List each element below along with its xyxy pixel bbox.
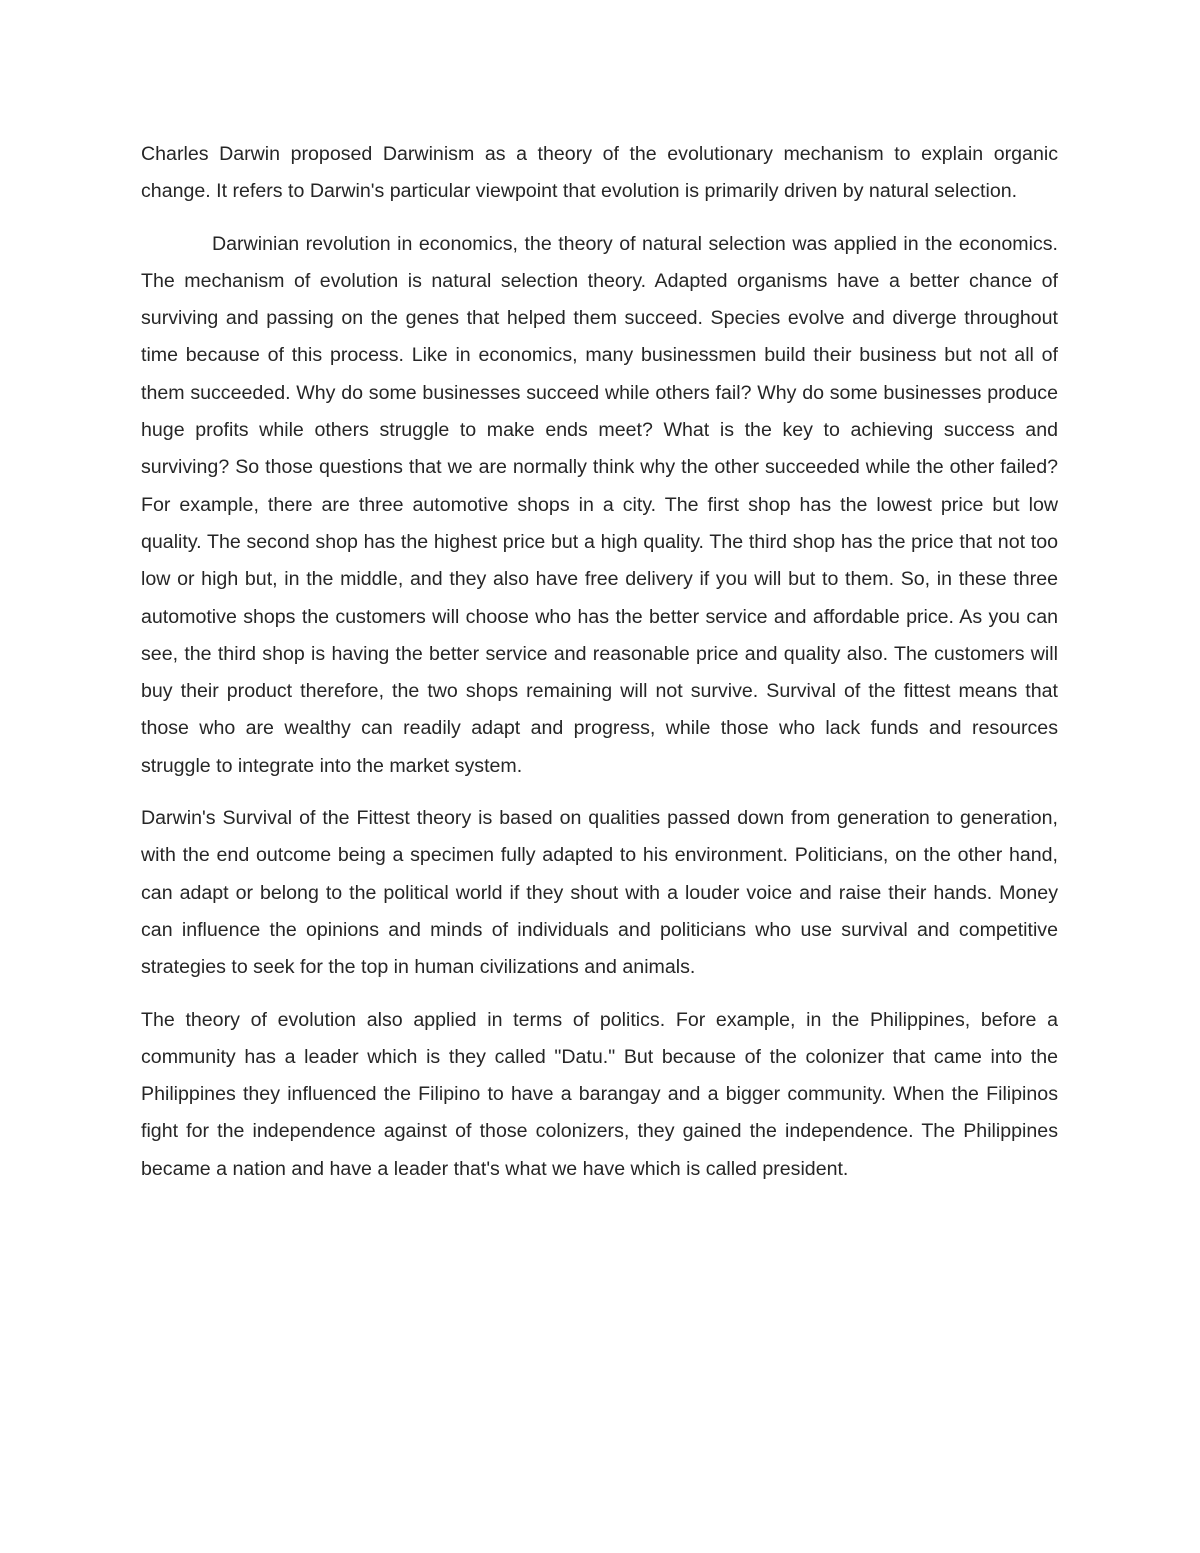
paragraph-economics: Darwinian revolution in economics, the theory of natural selection was applied in the economics. The mechanism of evolution is natural selection theory. Adapted organisms have a better chance of surviving and passing on the genes that helped them succeed. Species evolve and diverge throughout time because of this process. Like in economics, many businessmen build their business but not all of them succeeded. Why do some businesses succeed while others fail? Why do some businesses produce huge profits while others struggle to make ends meet? What is the key to achieving success and surviving? So those questions that we are normally think why the other succeeded while the other failed? For example, there are three automotive shops in a city. The first shop has the lowest price but low quality. The second shop has the highest price but a high quality. The third shop has the price that not too low or high but, in the middle, and they also have free delivery if you will but to them. So, in these three automotive shops the customers will choose who has the better service and affordable price. As you can see, the third shop is having the better service and reasonable price and quality also. The customers will buy their product therefore, the two shops remaining will not survive. Survival of the fittest means that those who are wealthy can readily adapt and progress, while those who lack funds and resources struggle to integrate into the market system. bbox=[141, 232, 1058, 777]
paragraph-darwinism-intro: Charles Darwin proposed Darwinism as a theory of the evolutionary mechanism to explain organic change. It refers to Darwin's particular viewpoint that evolution is primarily driven by natural selection. bbox=[141, 143, 1058, 203]
document-body bbox=[141, 136, 1058, 1203]
paragraph-survival-of-fittest: Darwin's Survival of the Fittest theory is based on qualities passed down from generation to generation, with the end outcome being a specimen fully adapted to his environment. Politicians, on the other hand, can adapt or belong to the political world if they shout with a louder voice and raise their hands. Money can influence the opinions and minds of individuals and politicians who use survival and competitive strategies to seek for the top in human civilizations and animals. bbox=[141, 807, 1058, 979]
paragraph-politics: The theory of evolution also applied in terms of politics. For example, in the Philippines, before a community has a leader which is they called "Datu." But because of the colonizer that came into the Philippines they influenced the Filipino to have a barangay and a bigger community. When the Filipinos fight for the independence against of those colonizers, they gained the independence. The Philippines became a nation and have a leader that's what we have which is called president. bbox=[141, 1008, 1058, 1180]
